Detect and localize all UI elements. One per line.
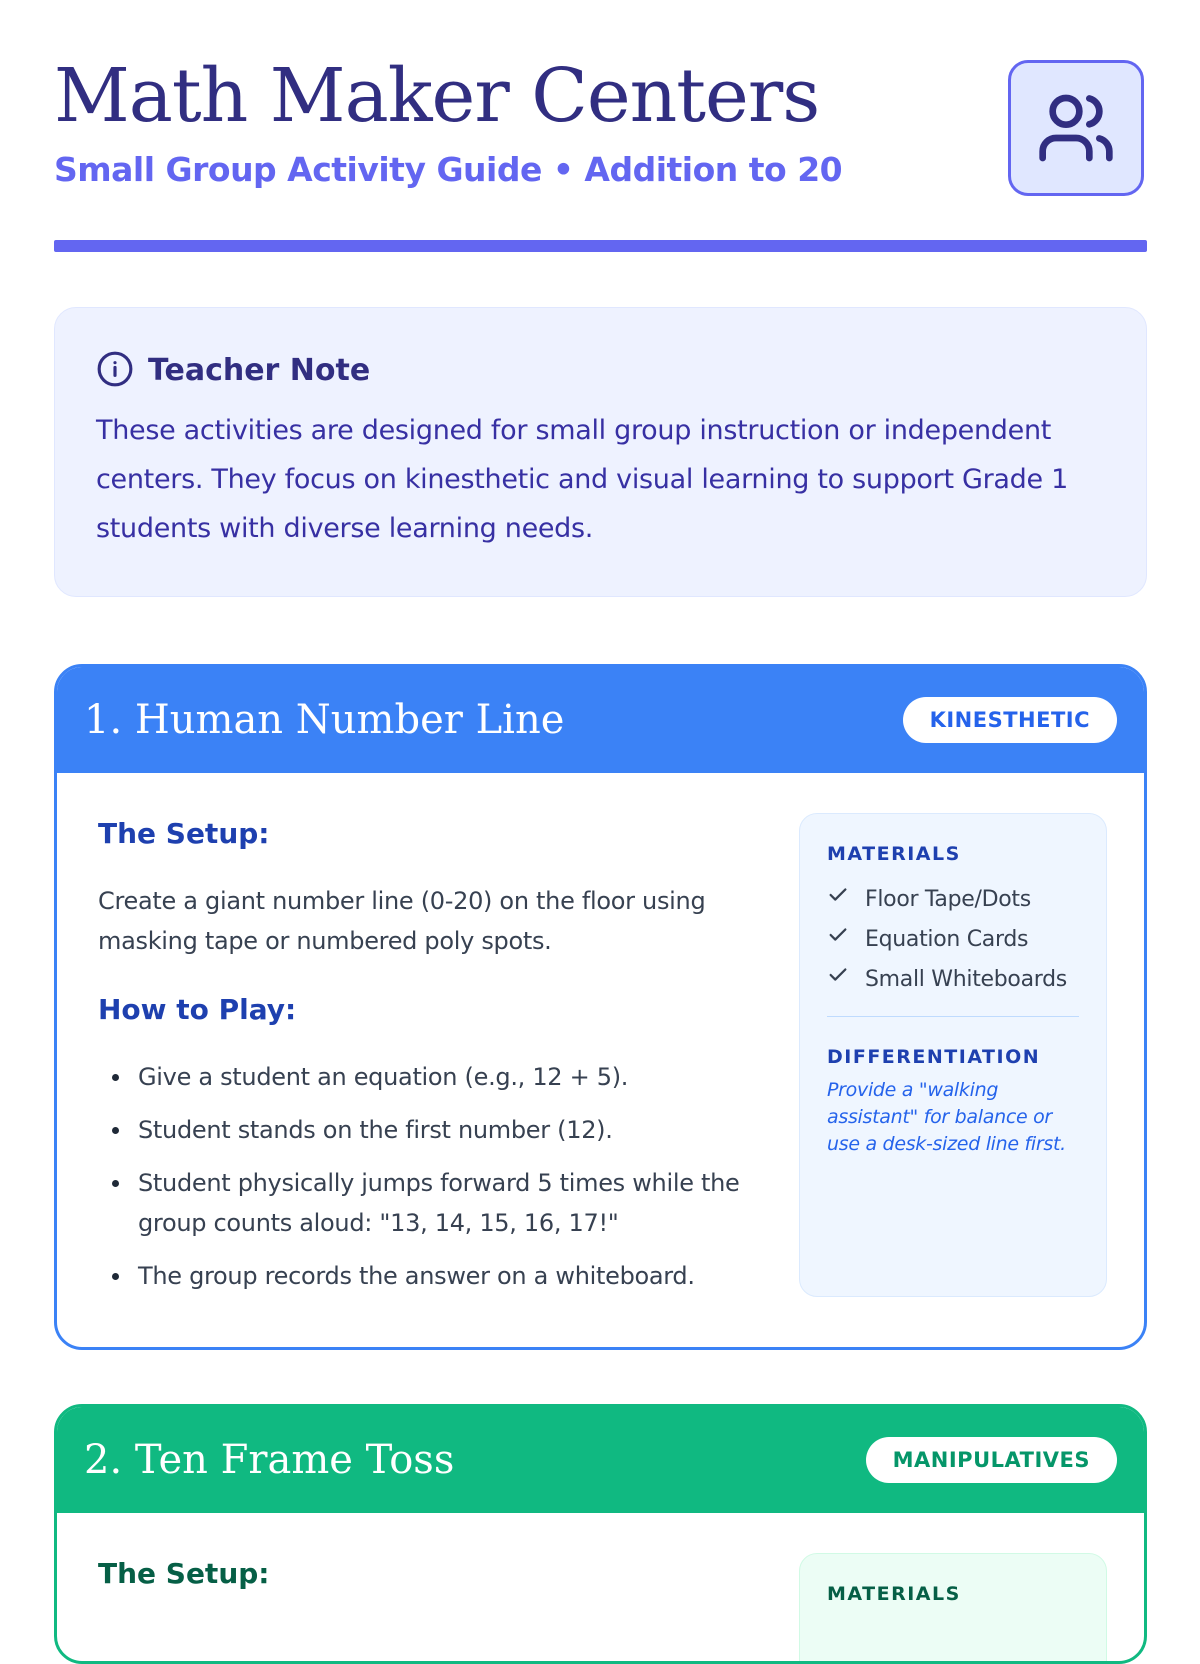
list-item: The group records the answer on a whiteboard. [138, 1256, 758, 1296]
page-title: Math Maker Centers [54, 53, 820, 139]
sidebar-divider [827, 1016, 1079, 1017]
materials-item [827, 880, 1079, 920]
check-icon [827, 960, 849, 1000]
materials-heading: MATERIALS [827, 1583, 961, 1605]
materials-item-label: Equation Cards [865, 927, 1029, 952]
activity-title: 2. Ten Frame Toss [84, 1437, 455, 1483]
activity-instructions [98, 815, 758, 1309]
activity-instructions [98, 1555, 758, 1593]
teacher-note-title: Teacher Note [148, 353, 371, 388]
list-item: Student stands on the first number (12). [138, 1110, 758, 1150]
header-divider [54, 240, 1147, 252]
info-icon [96, 350, 134, 392]
activity-tag-badge: KINESTHETIC [903, 697, 1117, 743]
activity-sidebar [799, 813, 1107, 1297]
teacher-note-header [96, 352, 1106, 390]
activity-tag-badge: MANIPULATIVES [866, 1437, 1117, 1483]
check-icon [827, 880, 849, 920]
list-item: Student physically jumps forward 5 times while the group counts aloud: "13, 14, 15, 16, 17!" [138, 1163, 758, 1243]
page-subtitle: Small Group Activity Guide • Addition to 20 [54, 150, 843, 189]
setup-heading: The Setup: [98, 817, 270, 850]
materials-item-label: Small Whiteboards [865, 967, 1067, 992]
materials-item [827, 960, 1079, 1000]
check-icon [827, 920, 849, 960]
page [54, 0, 1147, 1605]
differentiation-text: Provide a "walking assistant" for balance or use a desk-sized line first. [827, 1079, 1066, 1155]
setup-heading: The Setup: [98, 1557, 270, 1590]
materials-item-label: Floor Tape/Dots [865, 887, 1031, 912]
differentiation-heading: DIFFERENTIATION [827, 1046, 1041, 1068]
page-header [54, 0, 1147, 250]
materials-item [827, 920, 1079, 960]
activity-title: 1. Human Number Line [84, 697, 565, 743]
materials-heading: MATERIALS [827, 843, 961, 865]
activity-card-header [57, 1407, 1144, 1513]
list-item: Give a student an equation (e.g., 12 + 5). [138, 1057, 758, 1097]
activity-card-human-number-line [54, 664, 1147, 1350]
how-to-play-list [98, 1057, 758, 1296]
activity-card-header [57, 667, 1144, 773]
activity-sidebar [799, 1553, 1107, 1664]
users-icon [1008, 60, 1144, 196]
how-to-play-heading: How to Play: [98, 993, 297, 1026]
teacher-note-body: These activities are designed for small group instruction or independent centers. They focus on kinesthetic and visual learning to support Grade 1 students with diverse learning needs. [96, 415, 1068, 544]
teacher-note [54, 307, 1147, 597]
setup-text: Create a giant number line (0-20) on the floor using masking tape or numbered poly spots. [98, 887, 706, 955]
activity-card-ten-frame-toss [54, 1404, 1147, 1664]
materials-list [827, 880, 1079, 1000]
